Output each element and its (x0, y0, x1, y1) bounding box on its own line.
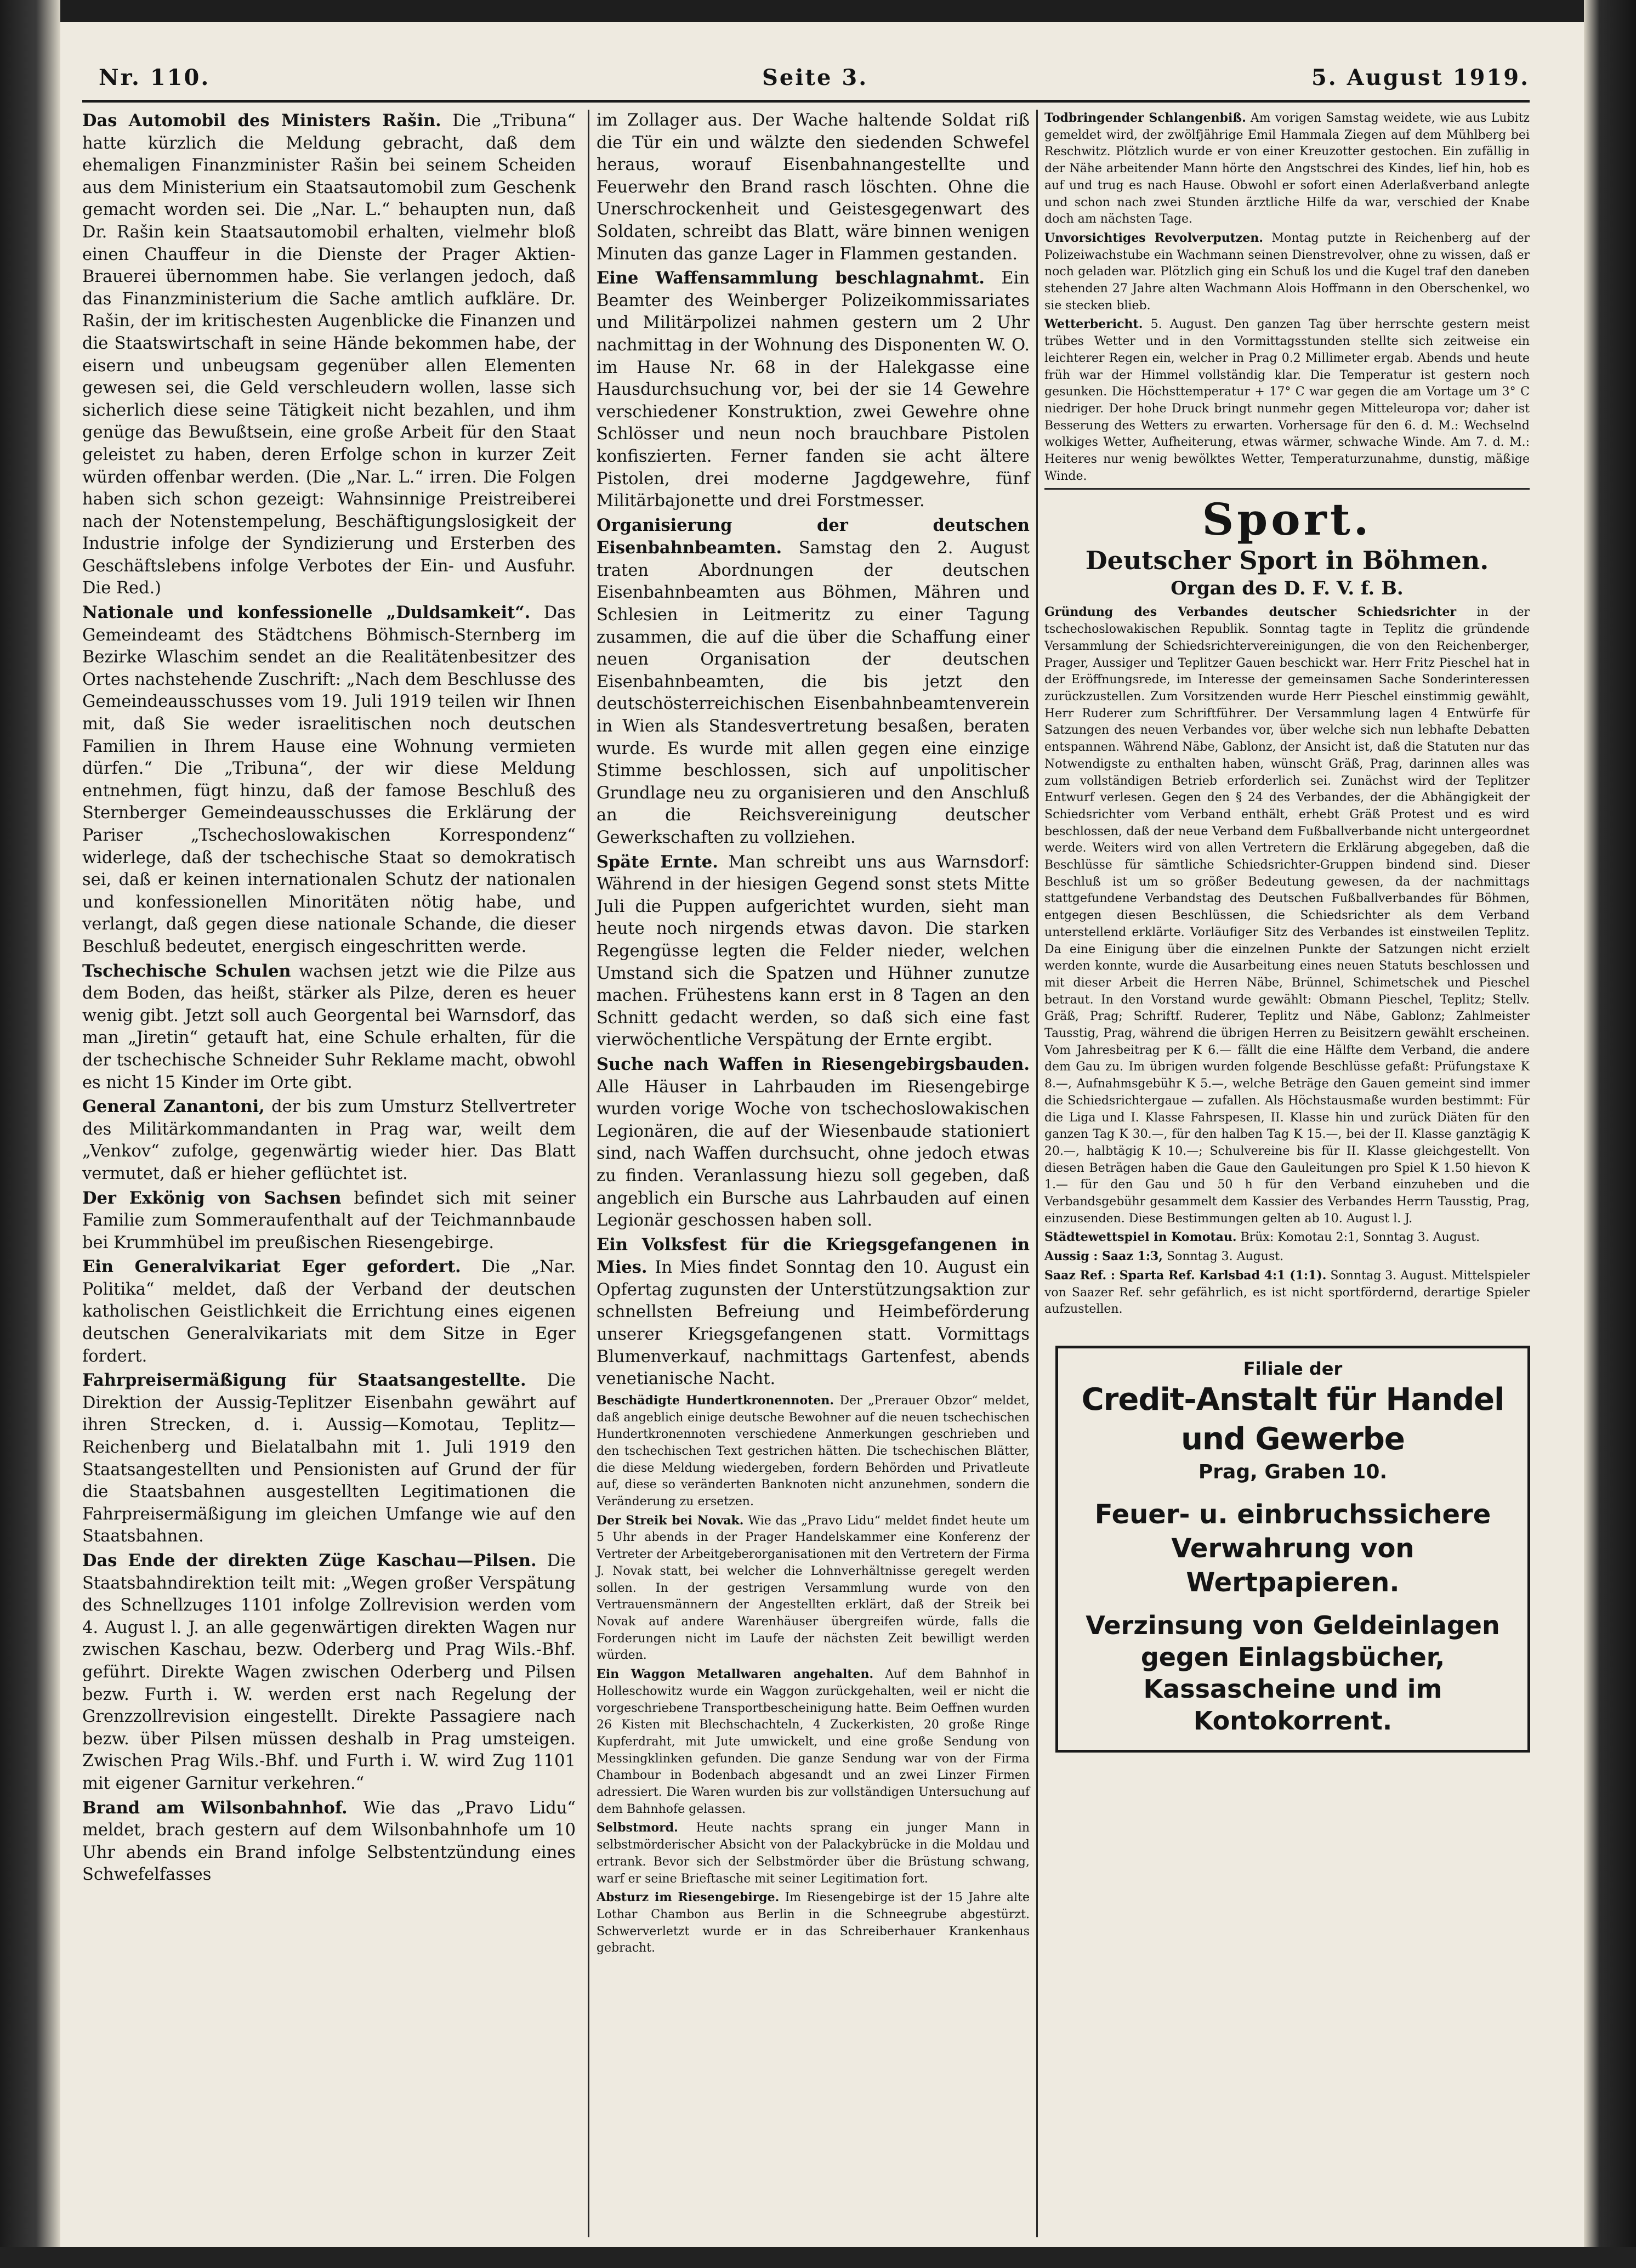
article (1044, 1267, 1530, 1318)
article (1044, 1229, 1530, 1246)
article (82, 960, 576, 1095)
sport-subtitle: Deutscher Sport in Böhmen. (1085, 546, 1489, 576)
ad-bank-name: Credit-Anstalt für Handel und Gewerbe (1081, 1382, 1504, 1457)
article-body: Ein Beamter des Weinberger Polizeikommissariates und Militärpolizei nahmen gestern um 2 Uhr nachmittag in der Wohnung des Disponenten W. O. im Hause Nr. 68 in der Halekgasse eine Hausdurchsuchung vor, bei der sie 14 Gewehre verschiedener Konstruktion, zwei Gewehre ohne Schlösser und neun noch brauchbare Pistolen konfiszierten. Ferner fanden sie acht ältere Pistolen, drei moderne Jagdgewehre, fünf Militärbajonette und drei Forstmesser. (597, 269, 1030, 511)
sport-articles (1044, 604, 1530, 1318)
article (82, 602, 576, 959)
article (82, 1096, 576, 1185)
article-headline: Späte Ernte. (597, 852, 718, 872)
article-body: Die Staatsbahndirektion teilt mit: „Wegen großer Verspätung des Schnellzuges 1101 infolge Zollrevision werden vom 4. August l. J. an alle gegenwärtigen direkten Wagen nur zwischen Kaschau, bezw. Oderberg und Prag Wils.-Bhf. geführt. Direkte Wagen zwischen Oderberg und Pilsen bezw. Furth i. W. werden erst nach Regelung der Grenzzollrevision eingestellt. Direkte Passagiere nach bezw. über Pilsen müssen deshalb in Prag umsteigen. Zwischen Prag Wils.-Bhf. und Furth i. W. wird Zug 1101 mit eigener Garnitur verkehren.“ (82, 1551, 576, 1793)
article (82, 1369, 576, 1548)
ad-address: Prag, Graben 10. (1198, 1461, 1388, 1483)
article-headline: Ein Volksfest für die Kriegsgefangenen in Mies. (597, 1234, 1030, 1278)
article-headline: Der Exkönig von Sachsen (82, 1188, 342, 1208)
article (597, 1234, 1030, 1391)
article (597, 1512, 1030, 1664)
article-headline: Eine Waffensammlung beschlagnahmt. (597, 268, 985, 288)
article-body: der bis zum Umsturz Stellvertreter des Militärkommandanten in Prag war, weilt dem „Venkov“ zufolge, gegenwärtig wieder hier. Das Blatt vermutet, daß er hieher geflüchtet ist. (82, 1097, 576, 1183)
article-headline: Nationale und konfessionelle „Duldsamkeit“. (82, 603, 531, 623)
sport-organ: Organ des D. F. V. f. B. (1171, 577, 1404, 600)
article-headline: General Zanantoni, (82, 1097, 265, 1117)
article-body: 5. August. Den ganzen Tag über herrschte gestern meist trübes Wetter und in den Vormittagsstunden stellte sich zeitweise ein leichterer Regen ein, welcher in Prag 0.2 Millimeter ergab. Abends und heute früh war der Himmel vollständig klar. Die Temperatur ist gestern noch gesunken. Die Höchsttemperatur + 17° C war gegen die am Vortage um 3° C niedriger. Der hohe Druck bringt nunmehr gegen Mitteleuropa vor; daher ist Besserung des Wetters zu erwarten. Vorhersage für den 6. d. M.: Wechselnd wolkiges Wetter, Aufheiterung, etwas wärmer, schwache Winde. Am 7. d. M.: Heiteres nur wenig bewölktes Wetter, Temperaturzunahme, dunstig, mäßige Winde. (1044, 317, 1530, 483)
article-headline: Aussig : Saaz 1:3, (1044, 1249, 1163, 1264)
article (597, 1819, 1030, 1887)
article-headline: Gründung des Verbandes deutscher Schiedsrichter (1044, 605, 1457, 620)
article (82, 1256, 576, 1368)
column-right (1044, 110, 1530, 2237)
article-body: Sonntag 3. August. (1166, 1250, 1284, 1264)
article (597, 267, 1030, 513)
scan-border-bottom (0, 2247, 1636, 2268)
ad-safekeeping: Feuer- u. einbruchssichere Verwahrung von Wertpapieren. (1094, 1499, 1491, 1598)
article (82, 1550, 576, 1795)
article-body: befindet sich mit seiner Familie zum Sommeraufenthalt auf der Teichmannbaude bei Krummhübel im preußischen Riesengebirge. (82, 1188, 576, 1252)
article-body: Die „Tribuna“ hatte kürzlich die Meldung gebracht, daß dem ehemaligen Finanzminister Rašin bei seinem Scheiden aus dem Ministerium ein Staatsautomobil zum Geschenk gemacht worden sei. Die „Nar. L.“ behaupten nun, daß Dr. Rašin kein Staatsautomobil erhalten, vielmehr bloß einen Chauffeur in die Dienste der Prager Aktien-Brauerei übernommen habe. Sie verlangen jedoch, daß das Finanzministerium die Sache amtlich aufkläre. Dr. Rašin, der im kritischesten Augenblicke die Finanzen und die Staatswirtschaft in seine Hände bekommen habe, der eisern und unbeugsam gegenüber allen Elementen gewesen sei, die Geld verschleudern wollen, lasse sich sicherlich diese seine Tätigkeit nicht bezahlen, und ihm genüge das Bewußtsein, eine große Arbeit für den Staat geleistet zu haben, deren Erfolge schon in kurzer Zeit würden offenbar werden. (Die „Nar. L.“ irren. Die Folgen haben sich schon gezeigt: Wahnsinnige Preistreiberei nach der Notenstempelung, Beschäftigungslosigkeit der Industrie infolge der Syndizierung und Ersterben des Geschäftslebens infolge Verbotes der Ein- und Ausfuhr. Die Red.) (82, 111, 576, 598)
article-headline: Ein Generalvikariat Eger gefordert. (82, 1257, 461, 1277)
column-left (82, 110, 576, 2237)
article-body: Sonntag 3. August. Mittelspieler von Saazer Ref. sehr gefährlich, es ist nicht sportfördernd, derartige Spieler aufzustellen. (1044, 1268, 1530, 1317)
article (1044, 110, 1530, 228)
article-headline: Ein Waggon Metallwaren angehalten. (597, 1667, 874, 1682)
sport-title: Sport. (1202, 494, 1372, 546)
article-body: Wie das „Pravo Lidu“ meldet, brach gestern auf dem Wilsonbahnhofe um 10 Uhr abends ein Brand infolge Selbstentzündung eines Schwefelfasses (82, 1798, 576, 1885)
article-body: Am vorigen Samstag weidete, wie aus Lubitz gemeldet wird, der zwölfjährige Emil Hammala Ziegen auf dem Mühlberg bei Reschwitz. Plötzlich wurde er von einer Kreuzotter gestochen. Ein zufällig in der Nähe arbeitender Mann hörte den Angstschrei des Kindes, lief hin, hob es auf und trug es nach Hause. Obwohl er sofort einen Aderlaßverband anlegte und schon nach zwei Stunden ärztliche Hilfe da war, verschied der Knabe doch am nächsten Tage. (1044, 111, 1530, 226)
article-headline: Absturz im Riesengebirge. (597, 1890, 780, 1905)
column-middle (597, 110, 1030, 2237)
column-divider (1036, 110, 1038, 2237)
article-headline: Tschechische Schulen (82, 961, 291, 981)
scan-border-left (0, 0, 60, 2268)
article-headline: Wetterbericht. (1044, 317, 1143, 332)
article (597, 514, 1030, 849)
scan-border-right (1584, 0, 1636, 2268)
article-headline: Städtewettspiel in Komotau. (1044, 1230, 1237, 1245)
article-headline: Suche nach Waffen in Riesengebirgsbauden. (597, 1054, 1030, 1074)
article (82, 1797, 576, 1886)
article (597, 851, 1030, 1052)
article-headline: Das Automobil des Ministers Rašin. (82, 111, 441, 131)
article (597, 110, 1030, 265)
article-body: wachsen jetzt wie die Pilze aus dem Boden, das heißt, stärker als Pilze, deren es heuer wenig gibt. Jetzt soll auch Georgental bei Warnsdorf, das man „Jiretin“ getauft hat, eine Schule erhalten, für die der tschechische Schneider Suhr Reklame macht, obwohl es nicht 15 Kinder im Orte gibt. (82, 961, 576, 1092)
sport-section-header (1044, 494, 1530, 600)
article (1044, 604, 1530, 1227)
article-body: Man schreibt uns aus Warnsdorf: Während in der hiesigen Gegend sonst stets Mitte Juli die Puppen aufgerichtet wurden, sieht man heute noch nirgends etwas davon. Die starken Regengüsse legten die Felder nieder, welchen Umstand sich die Spatzen und Hühner zunutze machen. Frühestens kann erst in 8 Tagen an den Schnitt gedacht werden, so daß sich eine fast vierwöchentliche Verspätung der Ernte ergibt. (597, 852, 1030, 1050)
section-rule (1044, 488, 1530, 490)
article-headline: Unvorsichtiges Revolverputzen. (1044, 230, 1263, 245)
article-headline: Das Ende der direkten Züge Kaschau—Pilsen. (82, 1551, 537, 1570)
article-headline: Organisierung der deutschen Eisenbahnbeamten. (597, 515, 1030, 558)
article-body: Wie das „Pravo Lidu“ meldet findet heute um 5 Uhr abends in der Prager Handelskammer eine Konferenz der Vertreter der Arbeitgeberorganisationen mit den Vertretern der Firma J. Novak statt, bei welcher die Lohnverhältnisse geregelt werden sollen. In der gestrigen Versammlung wurde von den Vertrauensmännern der Angestellten erklärt, daß der Streik bei Novak auf andere Warenhäuser übergreifen würde, falls die Forderungen nicht im Laufe der nächsten Zeit bewilligt werden würden. (597, 1513, 1030, 1663)
news-briefs (1044, 110, 1530, 485)
article-body: Brüx: Komotau 2:1, Sonntag 3. August. (1240, 1231, 1480, 1245)
issue-date: 5. August 1919. (1311, 65, 1530, 90)
article-body: Samstag den 2. August traten Abordnungen der deutschen Eisenbahnbeamten aus Böhmen, Mähren und Schlesien in Leitmeritz zu einer Tagung zusammen, die auf die über die Schaffung einer neuen Organisation der deutschen Eisenbahnbeamten, die bis jetzt den deutschösterreichischen Eisenbahnbeamtenverein in Wien als Standesvertretung besaßen, beraten wurde. Es wurde mit allen gegen eine einzige Stimme beschlossen, sich auf unpolitischer Grundlage neu zu organisieren und den Anschluß an die Reichsvereinigung deutscher Gewerkschaften zu vollziehen. (597, 538, 1030, 847)
scan-border-top (0, 0, 1636, 22)
article-body: Der „Prerauer Obzor“ meldet, daß angeblich einige deutsche Bewohner auf die neuen tschechischen Hundertkronennoten verschiedene Anmerkungen geschrieben und den tschechischen Text gestrichen hätten. Die tschechischen Blätter, die diese Meldung wiedergeben, fordern Behörden und Privatleute auf, diese so veränderten Banknoten nicht anzunehmen, sondern die Veränderung zu ersetzen. (597, 1393, 1030, 1509)
article-headline: Fahrpreisermäßigung für Staatsangestellte. (82, 1370, 526, 1391)
article-body: Auf dem Bahnhof in Holleschowitz wurde ein Waggon zurückgehalten, weil er nicht die vorgeschriebene Transportbescheinigung hatte. Beim Oeffnen wurden 26 Kisten mit Blechschachteln, 4 Zuckerkisten, 20 große Ringe Kupferdraht, mit Jute umwickelt, und eine große Sendung von Messingklinken gefunden. Die ganze Sendung war von der Firma Chambour in Bodenbach abgesandt und an zwei Linzer Firmen adressiert. Die Waren wurden bis zur vollständigen Untersuchung auf dem Bahnhofe gelassen. (597, 1668, 1030, 1816)
article-headline: Selbstmord. (597, 1821, 678, 1835)
bank-advertisement (1055, 1346, 1530, 1753)
article (597, 1392, 1030, 1511)
article (82, 1187, 576, 1255)
article (1044, 1248, 1530, 1266)
article-headline: Todbringender Schlangenbiß. (1044, 111, 1246, 125)
article (1044, 316, 1530, 485)
article-body: Heute nachts sprang ein junger Mann in selbstmörderischer Absicht von der Palackybrücke in die Moldau und ertrank. Bevor sich der Selbstmörder über die Brüstung schwang, warf er seine Brieftasche mit seiner Legitimation fort. (597, 1821, 1030, 1886)
column-divider (588, 110, 589, 2237)
article-body: Alle Häuser in Lahrbauden im Riesengebirge wurden vorige Woche von tschechoslowakischen Legionären, die auf der Wiesenbaude stationiert sind, nach Waffen durchsucht, ohne jedoch etwas zu finden. Veranlassung hiezu soll gegeben, daß angeblich ein Bursche aus Lahrbauden auf einen Legionär geschossen haben soll. (597, 1077, 1030, 1231)
ad-interest: Verzinsung von Geldeinlagen gegen Einlagsbücher, Kassascheine und im Kontokorrent. (1086, 1611, 1500, 1736)
article-headline: Brand am Wilsonbahnhof. (82, 1798, 348, 1818)
article-headline: Beschädigte Hundertkronennoten. (597, 1393, 834, 1408)
article-body: Montag putzte in Reichenberg auf der Polizeiwachstube ein Wachmann seinen Dienstrevolver, ohne zu wissen, daß er noch geladen war. Plötzlich ging ein Schuß los und die Kugel traf den daneben stehenden 27 Jahre alten Wachmann Alois Hoffmann in den Oberschenkel, wo sie stecken blieb. (1044, 231, 1530, 313)
article-body: Das Gemeindeamt des Städtchens Böhmisch-Sternberg im Bezirke Wlaschim sendet an die Realitätenbesitzer des Ortes nachstehende Zuschrift: „Nach dem Beschlusse des Gemeindeausschusses vom 19. Juli 1919 teilen wir Ihnen mit, daß Sie weder israelitischen noch deutschen Familien in Ihrem Hause eine Wohnung vermieten dürfen.“ Die „Tribuna“, der wir diese Meldung entnehmen, fügt hinzu, daß der famose Beschluß des Sternberger Gemeindeausschusses die Erklärung der Pariser „Tschechoslowakischen Korrespondenz“ widerlege, daß der tschechische Staat so demokratisch sei, daß er keinen internationalen Schutz der nationalen und konfessionellen Minoritäten nötig habe, und verlangt, daß gegen diese nationale Schande, die dieser Beschluß bedeutet, energisch eingeschritten werde. (82, 603, 576, 956)
article-body: In Mies findet Sonntag den 10. August ein Opfertag zugunsten der Unterstützungsaktion zur schnellsten Befreiung und Heimbeförderung unserer Kriegsgefangenen statt. Vormittags Blumenverkauf, nachmittags Gartenfest, abends venetianische Nacht. (597, 1258, 1030, 1389)
article-body: im Zollager aus. Der Wache haltende Soldat riß die Tür ein und wälzte den siedenden Schwefel heraus, worauf Eisenbahnangestellte und Feuerwehr den Brand rasch löschten. Ohne die Unerschrockenheit und Geistesgegenwart des Soldaten, schreibt das Blatt, wäre binnen wenigen Minuten das ganze Lager in Flammen gestanden. (597, 111, 1030, 264)
ad-branch: Filiale der (1243, 1358, 1343, 1379)
header-rule (82, 100, 1530, 103)
article (597, 1666, 1030, 1818)
article-body: Im Riesengebirge ist der 15 Jahre alte Lothar Chambon aus Berlin in die Schneegrube abgestürzt. Schwerverletzt wurde er in das Schreiberhauer Krankenhaus gebracht. (597, 1891, 1030, 1955)
article-headline: Der Streik bei Novak. (597, 1513, 744, 1528)
page-number: Seite 3. (762, 65, 868, 90)
article (82, 110, 576, 600)
article-body: in der tschechoslowakischen Republik. Sonntag tagte in Teplitz die gründende Versammlung der Schiedsrichtervereinigungen, die von den Reichenberger, Prager, Aussiger und Teplitzer Gauen beschickt war. Herr Fritz Pieschel hat in der Eröffnungsrede, im Interesse der gemeinsamen Sache Sonderinteressen zurückzustellen. Zum Vorsitzenden wurde Herr Pieschel einstimmig gewählt, Herr Ruderer zum Schriftführer. Der Versammlung lagen 4 Entwürfe für Satzungen des neuen Verbandes vor, über welche sich nun lebhafte Debatten entspannen. Während Näbe, Gablonz, der Ansicht ist, daß die Statuten nur das Notwendigste zu enthalten haben, wünscht Gräß, Prag, darinnen alles was zum vollständigen Betrieb erforderlich sei. Zunächst wird der Teplitzer Entwurf verlesen. Gegen den § 24 des Verbandes, der die Abhängigkeit der Schiedsrichter vom Verband enthält, erhebt Gräß Protest und es wird beschlossen, daß der neue Verband dem Fußballverbande nicht untergeordnet werde. Weiters wird von allen Vertretern die Erklärung abgegeben, daß die Beschlüsse für sämtliche Schiedsrichter-Gruppen bindend sind. Dieser Beschluß ist um so größer Bedeutung gewesen, da der nachmittags stattgefundene Verbandstag des Deutschen Fußballverbandes für Böhmen, entgegen diesen Beschlüssen, die Schiedsrichter als dem Verband unterstellend erklärte. Vorläufiger Sitz des Verbandes ist einstweilen Teplitz. Da eine Einigung über die einzelnen Punkte der Satzungen nicht erzielt werden konnte, wurde die Ausarbeitung eines neuen Statuts beschlossen und mit dieser Arbeit die Herren Näbe, Brünnel, Schimetschek und Pieschel betraut. In den Vorstand wurde gewählt: Obmann Pieschel, Teplitz; Stellv. Gräß, Prag; Schriftf. Ruderer, Teplitz und Näbe, Gablonz; Zahlmeister Tausstig, Prag, während die übrigen Herren zu Beisitzern gewählt erscheinen. Vom Jahresbeitrag per K 6.— fällt die eine Hälfte dem Verband, die andere dem Gau zu. Im übrigen wurden folgende Beschlüsse gefaßt: Prüfungstaxe K 8.—, Aufnahmsgebühr K 5.—, welche Beträge den Gauen gemeint sind immer die Schiedsrichtergaue — zufallen. Als Höchstausmaße wurden bestimmt: Für die Liga und I. Klasse Fahrspesen, II. Klasse hin und zurück Diäten für den ganzen Tag K 30.—, für den halben Tag K 15.—, bei der II. Klasse ganztägig K 20.—, halbtägig K 10.—; Schulvereine bis für II. Klasse gleichgestellt. Von diesen Beträgen haben die Gaue den Gauleitungen pro Spiel K 1.50 hievon K 1.— für den Gau und 50 h für den Verband einzuheben und die Verbandsgebühr gesammelt dem Kassier des Verbandes Herrn Tausstig, Prag, einzusenden. Diese Bestimmungen gelten ab 10. August l. J. (1044, 605, 1530, 1226)
issue-number: Nr. 110. (99, 65, 211, 90)
article (597, 1053, 1030, 1232)
article-body: Die Direktion der Aussig-Teplitzer Eisenbahn gewährt auf ihren Strecken, d. i. Aussig—Komotau, Teplitz—Reichenberg und Bielatalbahn mit 1. Juli 1919 den Staatsangestellten und Pensionisten auf Grund der für die Staatsbahnen ausgestellten Legitimationen die Fahrpreisermäßigung im gleichen Umfange wie auf den Staatsbahnen. (82, 1371, 576, 1546)
article-headline: Saaz Ref. : Sparta Ref. Karlsbad 4:1 (1:1). (1044, 1268, 1327, 1283)
article (597, 1889, 1030, 1957)
article (1044, 230, 1530, 315)
article-body: Die „Nar. Politika“ meldet, daß der Verband der deutschen katholischen Geistlichkeit die Errichtung eines eigenen deutschen Generalvikariats mit dem Sitze in Eger fordert. (82, 1257, 576, 1366)
